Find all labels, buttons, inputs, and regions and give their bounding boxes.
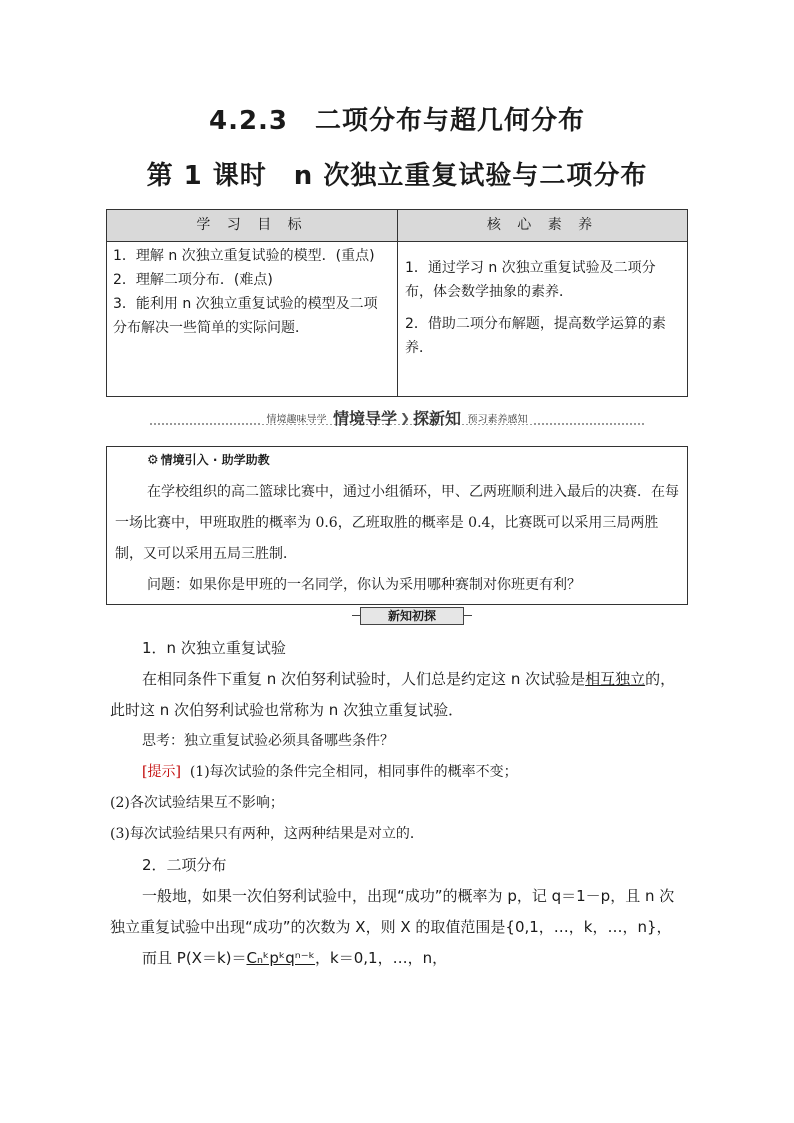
objective-item: 1．理解 n 次独立重复试验的模型．(重点): [113, 248, 375, 264]
formula-underlined: Cₙᵏpᵏqⁿ⁻ᵏ: [246, 949, 316, 967]
heading-2: 2．二项分布: [142, 856, 227, 874]
scenario-title: ⚙ 情境引入 · 助学助教: [147, 453, 270, 468]
hint-line-1: [提示] (1)每次试验的条件完全相同，相同事件的概率不变；: [142, 764, 518, 780]
banner-main-2: 探新知: [413, 409, 462, 428]
heading-1: 1．n 次独立重复试验: [142, 639, 286, 657]
section-title: 4.2.3 二项分布与超几何分布: [208, 106, 586, 136]
banner-left-text: 情境趣味导学: [266, 414, 327, 425]
scenario-paragraph: 在学校组织的高二篮球比赛中，通过小组循环，甲、乙两班顺利进入最后的决赛．在每一场比赛中，甲班取胜的概率为 0.6，乙班取胜的概率是 0.4，比赛既可以采用三局两胜制，又可以采用五局三胜制．: [115, 484, 679, 562]
new-knowledge-label: 新知初探: [360, 607, 464, 625]
hint-label: [提示]: [142, 764, 181, 780]
scenario-question: 问题：如果你是甲班的一名同学，你认为采用哪种赛制对你班更有利？: [147, 577, 581, 593]
section-banner: [150, 404, 644, 430]
think-question: 思考：独立重复试验必须具备哪些条件？: [142, 733, 394, 749]
core-literacy: [405, 256, 683, 360]
scenario-box: [106, 446, 688, 605]
banner-text: [260, 409, 533, 428]
binomial-definition: 一般地，如果一次伯努利试验中，出现“成功”的概率为 p，记 q＝1－p，且 n 次独立重复试验中出现“成功”的次数为 X，则 X 的取值范围是{0,1，…，k，…，n}，: [110, 887, 675, 936]
objectives-header-left: 学 习 目 标: [107, 210, 398, 241]
arrow-icon: ❯: [399, 410, 411, 425]
hint-line-3: (3)每次试验结果只有两种，这两种结果是对立的．: [110, 826, 424, 842]
objectives-table: [106, 209, 688, 397]
hint-line-2: (2)各次试验结果互不影响；: [110, 795, 284, 811]
definition-paragraph: 在相同条件下重复 n 次伯努利试验时，人们总是约定这 n 次试验是相互独立的，此时这 n 次伯努利试验也常称为 n 次独立重复试验．: [110, 670, 676, 719]
content-body: [110, 633, 684, 974]
binomial-formula: 而且 P(X＝k)＝Cₙᵏpᵏqⁿ⁻ᵏ，k＝0,1，…，n，: [142, 949, 448, 967]
objectives-header-right: 核 心 素 养: [398, 210, 687, 241]
banner-right-text: 预习素养感知: [467, 414, 528, 425]
objective-item: 3．能利用 n 次独立重复试验的模型及二项分布解决一些简单的实际问题．: [113, 296, 378, 336]
literacy-item: 1．通过学习 n 次独立重复试验及二项分布，体会数学抽象的素养．: [405, 260, 656, 300]
underlined-term: 相互独立: [585, 670, 646, 688]
objective-item: 2．理解二项分布．(难点): [113, 272, 273, 288]
scenario-body: [115, 477, 679, 601]
tools-icon: ⚙: [147, 453, 159, 468]
learning-objectives: [113, 244, 391, 340]
lesson-title: 第 1 课时 n 次独立重复试验与二项分布: [146, 161, 648, 191]
literacy-item: 2．借助二项分布解题，提高数学运算的素养．: [405, 316, 666, 356]
banner-main-1: 情境导学: [332, 409, 397, 428]
table-divider: [397, 210, 398, 396]
